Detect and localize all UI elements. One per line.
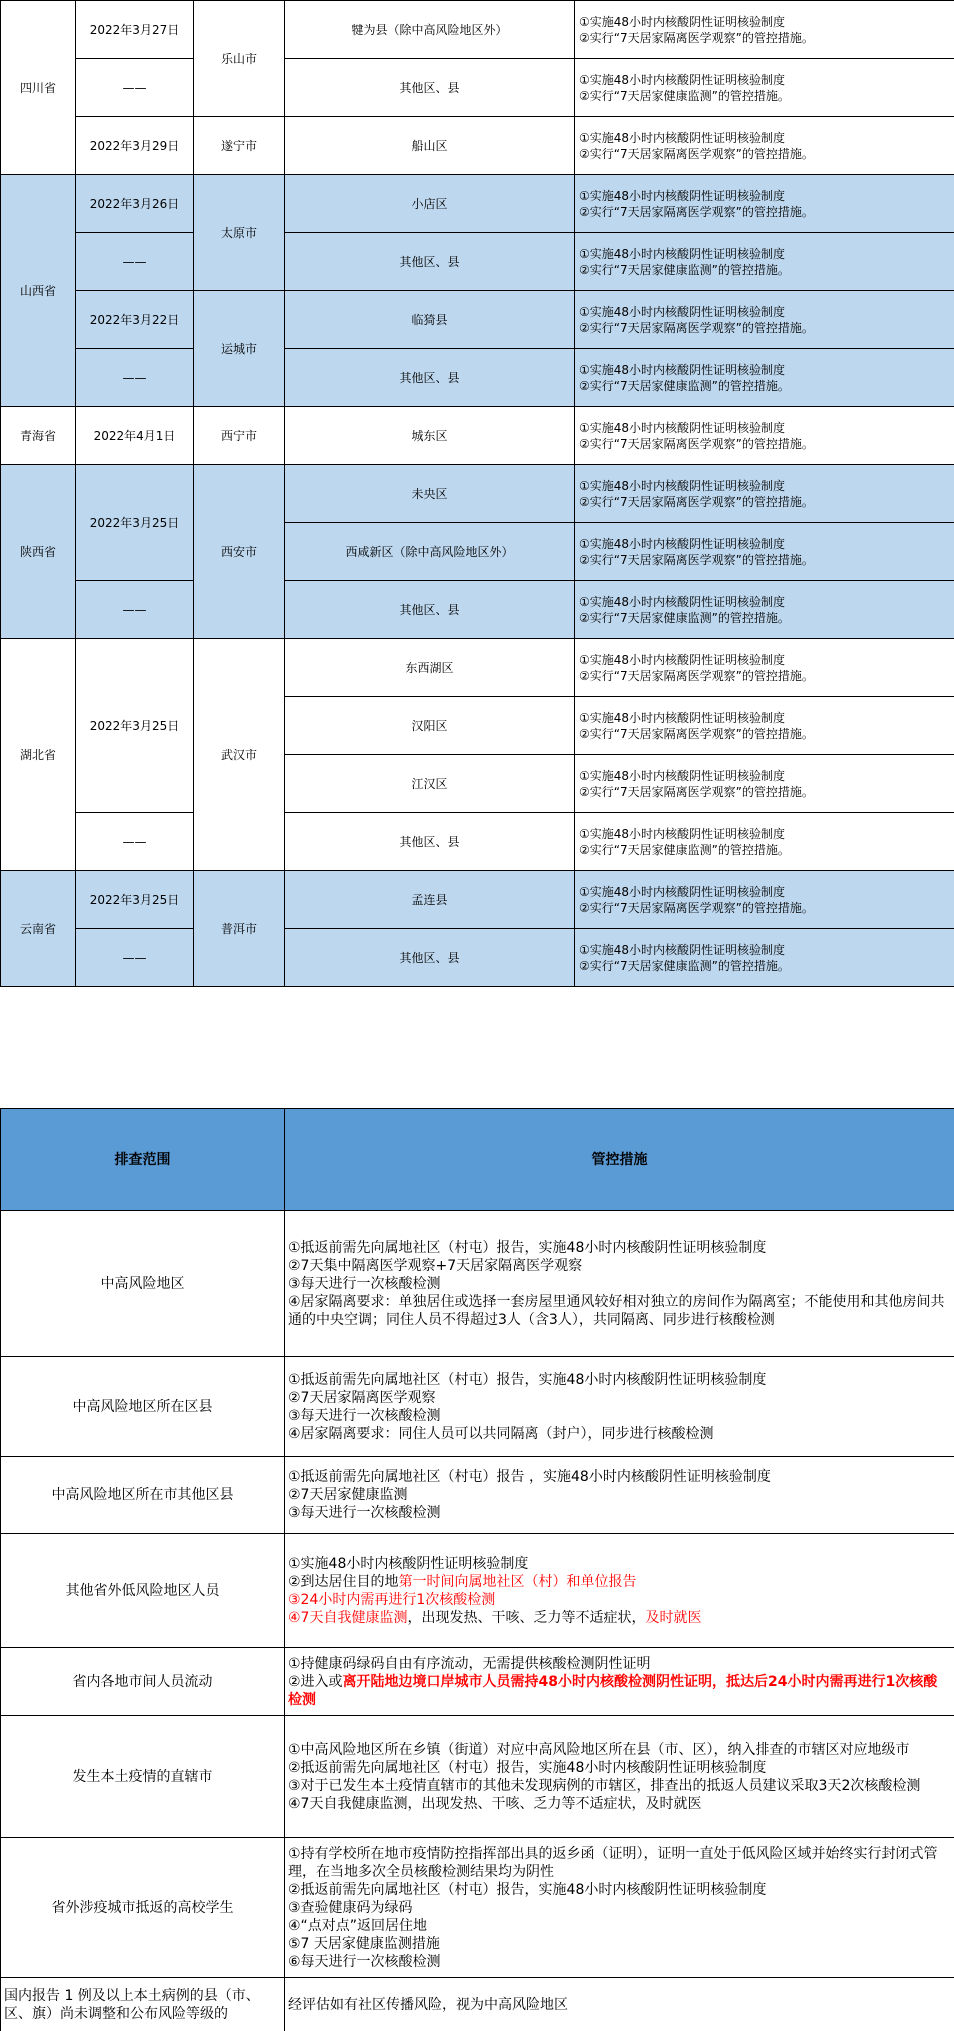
- province-cell: 青海省: [1, 407, 76, 465]
- date-cell: 2022年3月26日: [76, 175, 194, 233]
- date-cell: ——: [76, 929, 194, 987]
- column-header-scope: 排查范围: [1, 1109, 285, 1211]
- date-cell: ——: [76, 233, 194, 291]
- scope-cell: 省内各地市间人员流动: [1, 1648, 285, 1716]
- measure-cell: ①实施48小时内核酸阴性证明核验制度 ②实行“7天居家健康监测”的管控措施。: [575, 813, 954, 871]
- table-row: [1, 1838, 954, 1978]
- district-cell: 临猗县: [285, 291, 575, 349]
- district-cell: 其他区、县: [285, 813, 575, 871]
- province-cell: 云南省: [1, 871, 76, 987]
- table-row: [1, 117, 954, 175]
- measure-cell: 经评估如有社区传播风险，视为中高风险地区: [285, 1978, 954, 2031]
- city-cell: 西安市: [194, 465, 285, 639]
- table-row: [1, 233, 954, 291]
- date-cell: 2022年3月29日: [76, 117, 194, 175]
- table-row: [1, 1716, 954, 1838]
- city-cell: 普洱市: [194, 871, 285, 987]
- date-cell: 2022年3月27日: [76, 1, 194, 59]
- table-row: [1, 407, 954, 465]
- scope-cell: 中高风险地区: [1, 1211, 285, 1357]
- measure-cell: ①实施48小时内核酸阴性证明核验制度 ②实行“7天居家隔离医学观察”的管控措施。: [575, 755, 954, 813]
- table-row: [1, 291, 954, 349]
- province-cell: 陕西省: [1, 465, 76, 639]
- district-cell: 西咸新区（除中高风险地区外）: [285, 523, 575, 581]
- province-cell: 山西省: [1, 175, 76, 407]
- measure-cell: ①实施48小时内核酸阴性证明核验制度 ②实行“7天居家健康监测”的管控措施。: [575, 233, 954, 291]
- measure-cell: ①抵返前需先向属地社区（村屯）报告 ，实施48小时内核酸阴性证明核验制度 ②7天居家健康监测 ③每天进行一次核酸检测: [285, 1457, 954, 1534]
- measure-cell: ①实施48小时内核酸阴性证明核验制度 ②实行“7天居家隔离医学观察”的管控措施。: [575, 1, 954, 59]
- city-cell: 武汉市: [194, 639, 285, 871]
- table-row: [1, 581, 954, 639]
- scope-cell: 省外涉疫城市抵返的高校学生: [1, 1838, 285, 1978]
- measure-cell: ①实施48小时内核酸阴性证明核验制度 ②实行“7天居家健康监测”的管控措施。: [575, 349, 954, 407]
- measure-cell: ①中高风险地区所在乡镇（街道）对应中高风险地区所在县（市、区），纳入排查的市辖区对应地级市 ②抵返前需先向属地社区（村屯）报告，实施48小时内核酸阴性证明核验制度 ③对于已发生本土疫情直辖市的其他未发现病例的市辖区，排查出的抵返人员建议采取3天2次核酸检测 ④7天自我健康监测，出现发热、干咳、乏力等不适症状，及时就医: [285, 1716, 954, 1838]
- district-cell: 汉阳区: [285, 697, 575, 755]
- date-cell: 2022年3月25日: [76, 871, 194, 929]
- district-cell: 未央区: [285, 465, 575, 523]
- screening-measures-table: [0, 1108, 954, 2031]
- measure-cell: ①实施48小时内核酸阴性证明核验制度 ②实行“7天居家隔离医学观察”的管控措施。: [575, 639, 954, 697]
- measure-cell: ①实施48小时内核酸阴性证明核验制度 ②实行“7天居家隔离医学观察”的管控措施。: [575, 175, 954, 233]
- date-cell: 2022年3月25日: [76, 465, 194, 581]
- district-cell: 其他区、县: [285, 581, 575, 639]
- table-row: [1, 59, 954, 117]
- scope-cell: 发生本土疫情的直辖市: [1, 1716, 285, 1838]
- table-row: [1, 813, 954, 871]
- district-cell: 其他区、县: [285, 929, 575, 987]
- date-cell: ——: [76, 581, 194, 639]
- district-cell: 犍为县（除中高风险地区外）: [285, 1, 575, 59]
- table-row: [1, 871, 954, 929]
- measure-cell: ①实施48小时内核酸阴性证明核验制度 ②实行“7天居家隔离医学观察”的管控措施。: [575, 407, 954, 465]
- district-cell: 东西湖区: [285, 639, 575, 697]
- measure-cell: ①实施48小时内核酸阴性证明核验制度 ②实行“7天居家隔离医学观察”的管控措施。: [575, 291, 954, 349]
- table-row: [1, 1534, 954, 1648]
- city-cell: 西宁市: [194, 407, 285, 465]
- district-cell: 船山区: [285, 117, 575, 175]
- province-cell: 四川省: [1, 1, 76, 175]
- province-cell: 湖北省: [1, 639, 76, 871]
- measure-cell: ①实施48小时内核酸阴性证明核验制度 ②实行“7天居家健康监测”的管控措施。: [575, 581, 954, 639]
- city-cell: 遂宁市: [194, 117, 285, 175]
- table-row: [1, 349, 954, 407]
- date-cell: 2022年3月22日: [76, 291, 194, 349]
- measure-cell: ①实施48小时内核酸阴性证明核验制度 ②实行“7天居家健康监测”的管控措施。: [575, 59, 954, 117]
- table-header-row: [1, 1109, 954, 1211]
- measure-cell: ①实施48小时内核酸阴性证明核验制度 ②实行“7天居家隔离医学观察”的管控措施。: [575, 523, 954, 581]
- scope-cell: 其他省外低风险地区人员: [1, 1534, 285, 1648]
- district-cell: 其他区、县: [285, 349, 575, 407]
- measure-cell: ①实施48小时内核酸阴性证明核验制度 ②实行“7天居家健康监测”的管控措施。: [575, 929, 954, 987]
- measure-cell: ①实施48小时内核酸阴性证明核验制度 ②实行“7天居家隔离医学观察”的管控措施。: [575, 697, 954, 755]
- measure-cell: ①实施48小时内核酸阴性证明核验制度 ②实行“7天居家隔离医学观察”的管控措施。: [575, 117, 954, 175]
- district-cell: 小店区: [285, 175, 575, 233]
- table-row: [1, 1457, 954, 1534]
- table-row: [1, 465, 954, 523]
- scope-cell: 国内报告 1 例及以上本土病例的县（市、区、旗）尚未调整和公布风险等级的: [1, 1978, 285, 2031]
- district-cell: 其他区、县: [285, 233, 575, 291]
- table-row: [1, 1357, 954, 1457]
- city-measures-table: [0, 0, 954, 987]
- column-header-measures: 管控措施: [285, 1109, 954, 1211]
- date-cell: 2022年3月25日: [76, 639, 194, 813]
- table-row: [1, 1648, 954, 1716]
- district-cell: 城东区: [285, 407, 575, 465]
- date-cell: ——: [76, 349, 194, 407]
- city-cell: 乐山市: [194, 1, 285, 117]
- scope-cell: 中高风险地区所在市其他区县: [1, 1457, 285, 1534]
- table-row: [1, 1978, 954, 2031]
- measure-cell: ①持有学校所在地市疫情防控指挥部出具的返乡函（证明），证明一直处于低风险区域并始终实行封闭式管理，在当地多次全员核酸检测结果均为阴性 ②抵返前需先向属地社区（村屯）报告，实施48小时内核酸阴性证明核验制度 ③查验健康码为绿码 ④“点对点”返回居住地 ⑤7 天居家健康监测措施 ⑥每天进行一次核酸检测: [285, 1838, 954, 1978]
- table-row: [1, 929, 954, 987]
- city-cell: 太原市: [194, 175, 285, 291]
- city-cell: 运城市: [194, 291, 285, 407]
- table-row: [1, 1, 954, 59]
- measure-cell: ①抵返前需先向属地社区（村屯）报告，实施48小时内核酸阴性证明核验制度 ②7天居家隔离医学观察 ③每天进行一次核酸检测 ④居家隔离要求：同住人员可以共同隔离（封户），同步进行核酸检测: [285, 1357, 954, 1457]
- district-cell: 江汉区: [285, 755, 575, 813]
- measure-cell: ①实施48小时内核酸阴性证明核验制度 ②实行“7天居家隔离医学观察”的管控措施。: [575, 871, 954, 929]
- measure-cell: ①持健康码绿码自由有序流动，无需提供核酸检测阴性证明 ②进入或离开陆地边境口岸城市人员需持48小时内核酸检测阴性证明，抵达后24小时内需再进行1次核酸检测: [285, 1648, 954, 1716]
- district-cell: 孟连县: [285, 871, 575, 929]
- measure-cell: ①实施48小时内核酸阴性证明核验制度 ②到达居住目的地第一时间向属地社区（村）和单位报告 ③24小时内需再进行1次核酸检测 ④7天自我健康监测，出现发热、干咳、乏力等不适症状，及时就医: [285, 1534, 954, 1648]
- table-row: [1, 175, 954, 233]
- district-cell: 其他区、县: [285, 59, 575, 117]
- measure-cell: ①抵返前需先向属地社区（村屯）报告，实施48小时内核酸阴性证明核验制度 ②7天集中隔离医学观察+7天居家隔离医学观察 ③每天进行一次核酸检测 ④居家隔离要求：单独居住或选择一套房屋里通风较好相对独立的房间作为隔离室；不能使用和其他房间共通的中央空调；同住人员不得超过3人（含3人），共同隔离、同步进行核酸检测: [285, 1211, 954, 1357]
- measure-cell: ①实施48小时内核酸阴性证明核验制度 ②实行“7天居家隔离医学观察”的管控措施。: [575, 465, 954, 523]
- table-row: [1, 1211, 954, 1357]
- date-cell: ——: [76, 813, 194, 871]
- date-cell: 2022年4月1日: [76, 407, 194, 465]
- table-row: [1, 639, 954, 697]
- date-cell: ——: [76, 59, 194, 117]
- scope-cell: 中高风险地区所在区县: [1, 1357, 285, 1457]
